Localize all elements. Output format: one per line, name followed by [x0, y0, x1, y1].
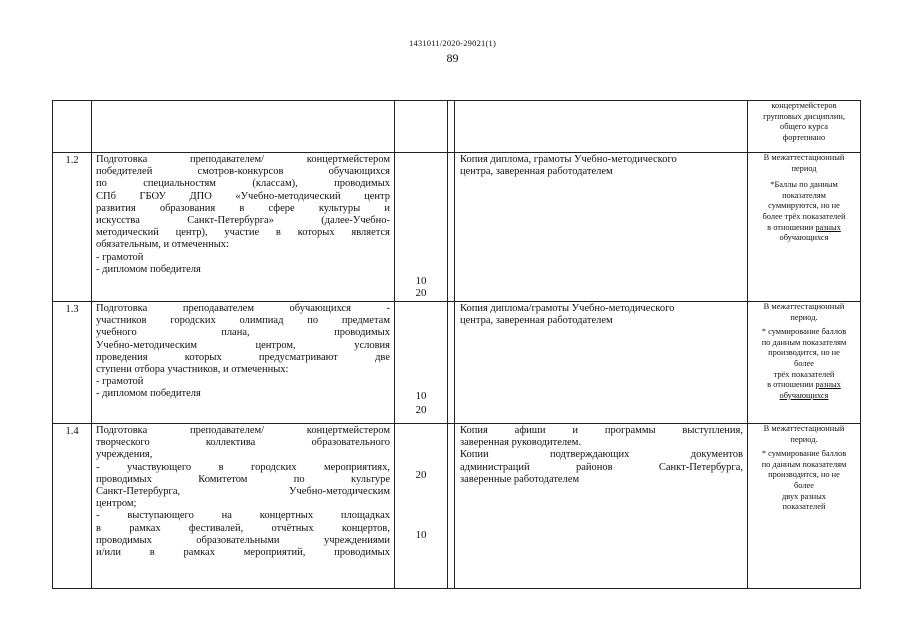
- description-line: Санкт-Петербурга, Учебно-методическим: [96, 486, 390, 498]
- points-value: 20: [415, 469, 427, 481]
- note-cell: [748, 302, 861, 424]
- criteria-table: [52, 100, 861, 589]
- document-line: центра, заверенная работодателем: [460, 166, 613, 178]
- note-line: более: [794, 480, 814, 490]
- note-line: период.: [790, 312, 818, 322]
- description-line: учебного плана, проводимых: [96, 327, 390, 339]
- note-line: концертмейстеров: [771, 101, 837, 110]
- note-line: производится, но не: [768, 470, 840, 480]
- note-line: * суммирование баллов: [761, 449, 847, 459]
- description-line: Учебно-методическим центром, условия: [96, 339, 390, 351]
- points-value: 10: [415, 529, 427, 541]
- document-line: центра, заверенная работодателем: [460, 315, 613, 327]
- document-line: заверенная руководителем.: [460, 437, 582, 449]
- description-line: обязательным, и отмеченных:: [96, 239, 229, 251]
- note-cell: [748, 153, 861, 302]
- documents-cell: [455, 302, 748, 424]
- document-code: 1431011/2020-29021(1): [409, 38, 496, 48]
- row-number-cell: 1.3: [53, 302, 92, 424]
- description-line: развития образования в сфере культуры и: [96, 202, 390, 214]
- description-line: победителей смотров-конкурсов обучающихся: [96, 166, 390, 178]
- description-line: Подготовка преподавателем/ концертмейстером: [96, 425, 390, 436]
- points-cell: [395, 153, 448, 302]
- description-line: - грамотой: [96, 376, 144, 388]
- row-number-cell: 1.2: [53, 153, 92, 302]
- document-line: администраций районов Санкт-Петербурга,: [460, 461, 743, 473]
- table-row: [53, 302, 861, 424]
- document-line: Копия диплома/грамоты Учебно-методического: [460, 303, 675, 314]
- description-line: проведения которых предусматривают две: [96, 351, 390, 363]
- note-line: производится, но не: [768, 348, 840, 358]
- description-line: искусства Санкт-Петербурга» (далее-Учебно-: [96, 215, 390, 227]
- description-line: по специальностям (классам), проводимых: [96, 178, 390, 190]
- note-line: В межаттестационный: [763, 424, 845, 433]
- description-cell: [92, 302, 395, 424]
- description-line: - дипломом победителя: [96, 263, 201, 275]
- page-number: 89: [446, 51, 459, 65]
- note-line: В межаттестационный: [763, 153, 845, 162]
- description-line: в рамках фестивалей, отчётных концертов,: [96, 522, 390, 534]
- description-cell: [92, 424, 395, 589]
- note-line: показателям: [782, 190, 826, 200]
- note-line: показателей: [782, 502, 826, 512]
- documents-cell: [455, 153, 748, 302]
- points-cell: [395, 302, 448, 424]
- documents-cell: [455, 101, 748, 153]
- description-line: - грамотой: [96, 251, 144, 263]
- note-line: двух разных: [782, 491, 826, 501]
- note-line: суммируются, но не: [768, 201, 840, 211]
- spacer-cell: [448, 424, 455, 589]
- note-line: обучающихся: [779, 390, 829, 400]
- note-line: * суммирование баллов: [761, 327, 847, 337]
- document-line: Копия диплома, грамоты Учебно-методического: [460, 154, 677, 165]
- description-line: участников городских олимпиад по предметам: [96, 315, 390, 327]
- note-line: групповых дисциплин,: [763, 111, 845, 121]
- description-line: Подготовка преподавателем/ концертмейстером: [96, 154, 390, 165]
- note-line: трёх показателей: [773, 369, 835, 379]
- description-line: проводимых образовательными учреждениями: [96, 534, 390, 546]
- note-line: период.: [790, 434, 818, 444]
- document-line: Копии подтверждающих документов: [460, 449, 743, 461]
- points-cell: [395, 424, 448, 589]
- description-line: - участвующего в городских мероприятиях,: [96, 461, 390, 473]
- underlined-word: разных: [815, 222, 841, 232]
- note-line: более: [794, 358, 814, 368]
- spacer-cell: [448, 302, 455, 424]
- note-prefix: в отношении: [767, 222, 816, 232]
- description-line: центром;: [96, 498, 137, 510]
- spacer-cell: [448, 101, 455, 153]
- table-row: [53, 153, 861, 302]
- note-line-emphasis: [750, 380, 858, 391]
- note-line: общего курса: [780, 122, 828, 132]
- points-value: 20: [415, 404, 427, 416]
- points-cell: [395, 101, 448, 153]
- note-cell: [748, 101, 861, 153]
- description-cell: [92, 153, 395, 302]
- note-line: *Баллы по данным: [770, 180, 838, 190]
- note-cell: [748, 424, 861, 589]
- description-line: методический центр), участие в которых является: [96, 227, 390, 239]
- note-line: период: [791, 163, 817, 173]
- note-line: В межаттестационный: [763, 302, 845, 311]
- description-line: ступени отбора участников, и отмеченных:: [96, 364, 289, 376]
- underlined-word: разных: [815, 380, 841, 390]
- note-line: обучающихся: [779, 233, 829, 243]
- note-line: фортепиано: [782, 132, 826, 142]
- row-number-cell: [53, 101, 92, 153]
- note-prefix: в отношении: [767, 380, 816, 390]
- description-cell: [92, 101, 395, 153]
- description-line: Подготовка преподавателем обучающихся -: [96, 303, 390, 314]
- note-line: по данным показателям: [761, 459, 847, 469]
- points-value: 10: [415, 275, 427, 287]
- points-value: 10: [415, 390, 427, 402]
- documents-cell: [455, 424, 748, 589]
- description-line: и/или в рамках мероприятий, проводимых: [96, 547, 390, 559]
- note-line-emphasis: [750, 223, 858, 234]
- table-row: [53, 424, 861, 589]
- description-line: - дипломом победителя: [96, 388, 201, 400]
- document-line: Копия афиши и программы выступления,: [460, 425, 743, 436]
- description-line: проводимых Комитетом по культуре: [96, 473, 390, 485]
- note-line: по данным показателям: [761, 337, 847, 347]
- description-line: - выступающего на концертных площадках: [96, 510, 390, 522]
- table-row: [53, 101, 861, 153]
- note-line: более трёх показателей: [762, 211, 846, 221]
- description-line: учреждения,: [96, 449, 153, 461]
- row-number-cell: 1.4: [53, 424, 92, 589]
- spacer-cell: [448, 153, 455, 302]
- description-line: СПб ГБОУ ДПО «Учебно-методический центр: [96, 190, 390, 202]
- points-value: 20: [415, 287, 427, 299]
- document-line: заверенные работодателем: [460, 473, 580, 485]
- description-line: творческого коллектива образовательного: [96, 437, 390, 449]
